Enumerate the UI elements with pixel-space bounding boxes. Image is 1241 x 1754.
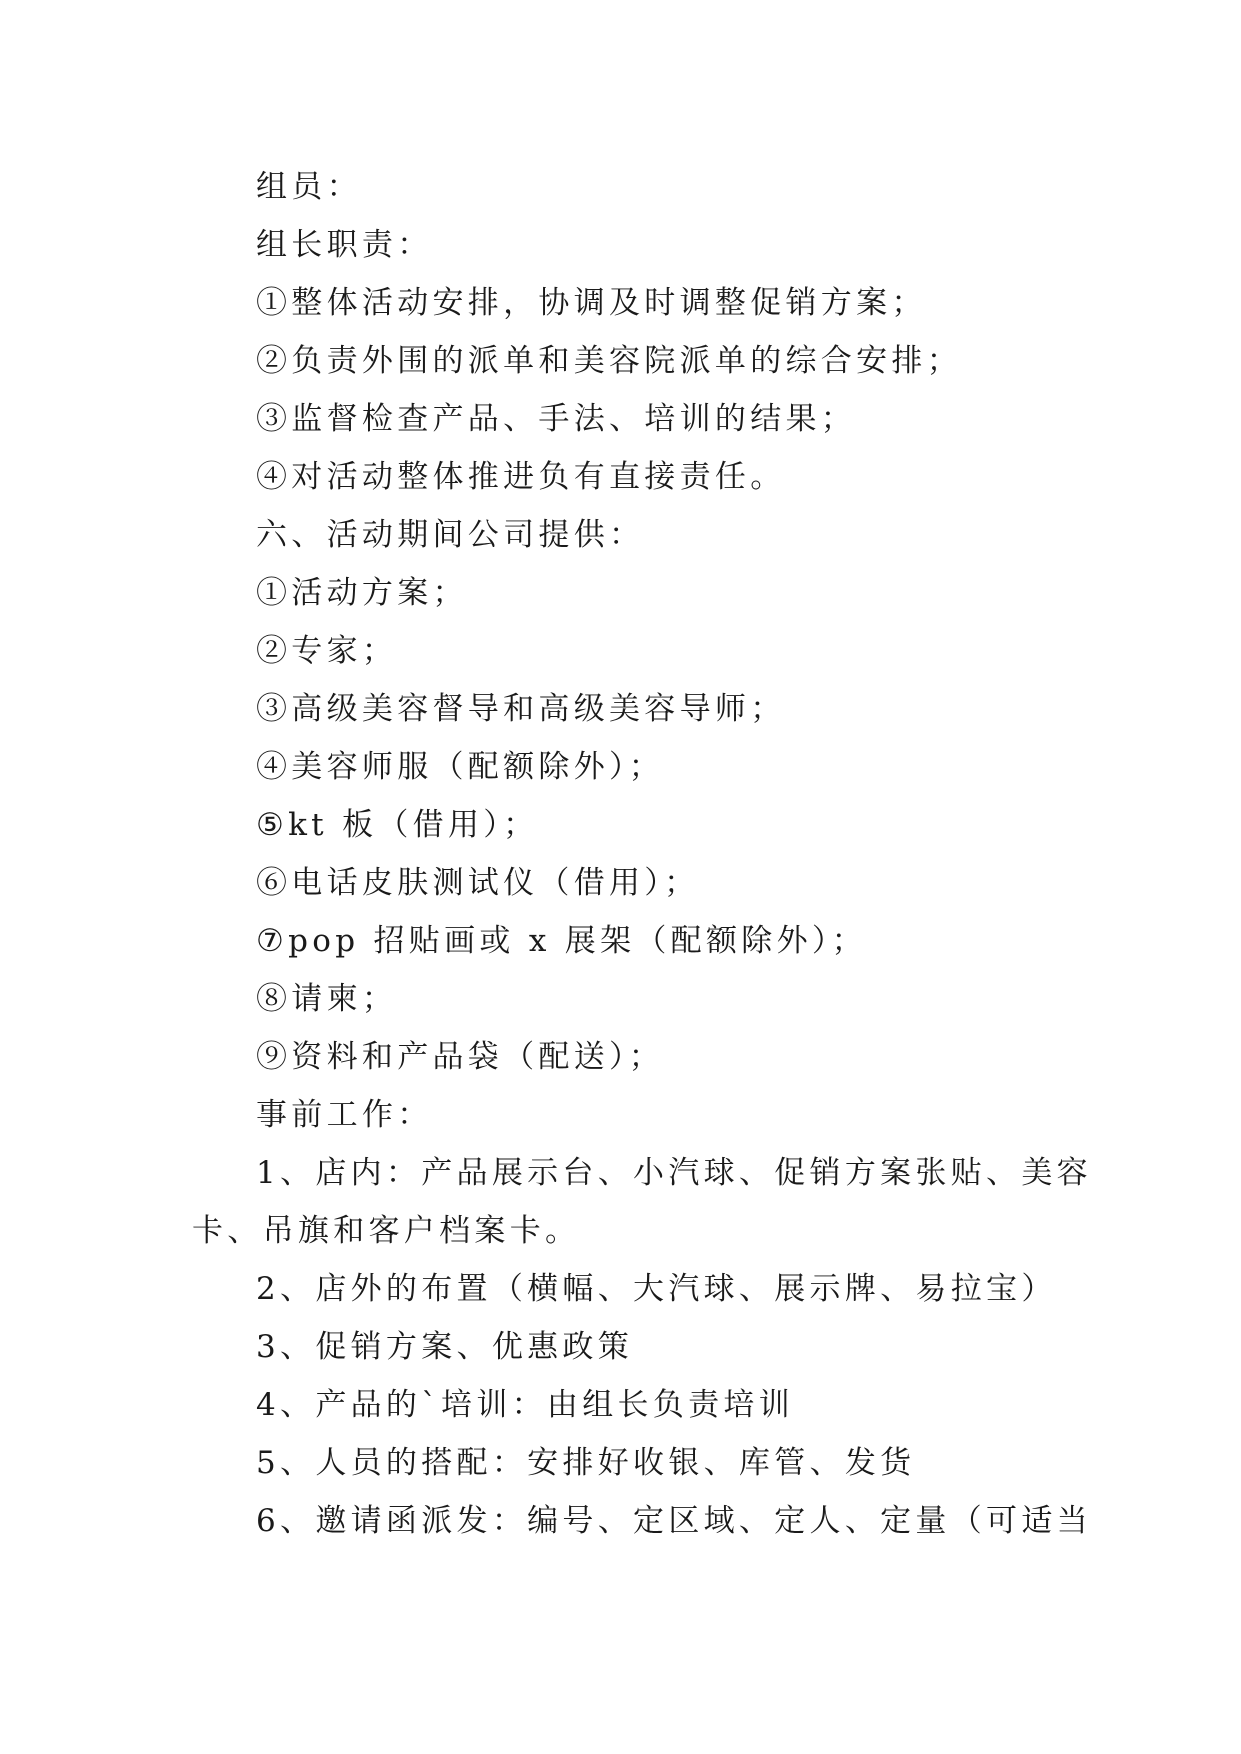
paragraph-line: 卡、吊旗和客户档案卡。 [192,1213,581,1249]
paragraph-line: 事前工作： [256,1097,433,1133]
paragraph-line: ⑨资料和产品袋（配送）； [256,1039,665,1075]
paragraph-line: 6、邀请函派发：编号、定区域、定人、定量（可适当 [256,1503,1092,1539]
paragraph-line: 组员： [256,169,362,205]
paragraph-line: ①活动方案； [256,575,468,611]
paragraph-line: ③监督检查产品、手法、培训的结果； [256,401,857,437]
paragraph-line: ②负责外围的派单和美容院派单的综合安排； [256,343,962,379]
paragraph-line: 2、店外的布置（横幅、大汽球、展示牌、易拉宝） [256,1271,1057,1307]
document-body [192,158,1092,1550]
paragraph-line: ⑧请柬； [256,981,398,1017]
paragraph-line: ③高级美容督导和高级美容导师； [256,691,786,727]
paragraph-line: 5、人员的搭配：安排好收银、库管、发货 [256,1445,916,1481]
paragraph-line: ④对活动整体推进负有直接责任。 [256,459,786,495]
paragraph-line: 4、产品的`培训：由组长负责培训 [256,1387,795,1423]
paragraph-line: ②专家； [256,633,398,669]
paragraph-line: ①整体活动安排，协调及时调整促销方案； [256,285,927,321]
paragraph-line: 组长职责： [256,227,433,263]
paragraph-line: ⑤kt 板（借用）； [256,807,539,843]
paragraph-line: ⑥电话皮肤测试仪（借用）； [256,865,700,901]
paragraph-line: 3、促销方案、优惠政策 [256,1329,634,1365]
paragraph-line: ④美容师服（配额除外）； [256,749,665,785]
paragraph-line: ⑦pop 招贴画或 x 展架（配额除外）； [256,923,867,959]
paragraph-line: 1、店内：产品展示台、小汽球、促销方案张贴、美容 [256,1155,1092,1191]
paragraph-line: 六、活动期间公司提供： [256,517,645,553]
